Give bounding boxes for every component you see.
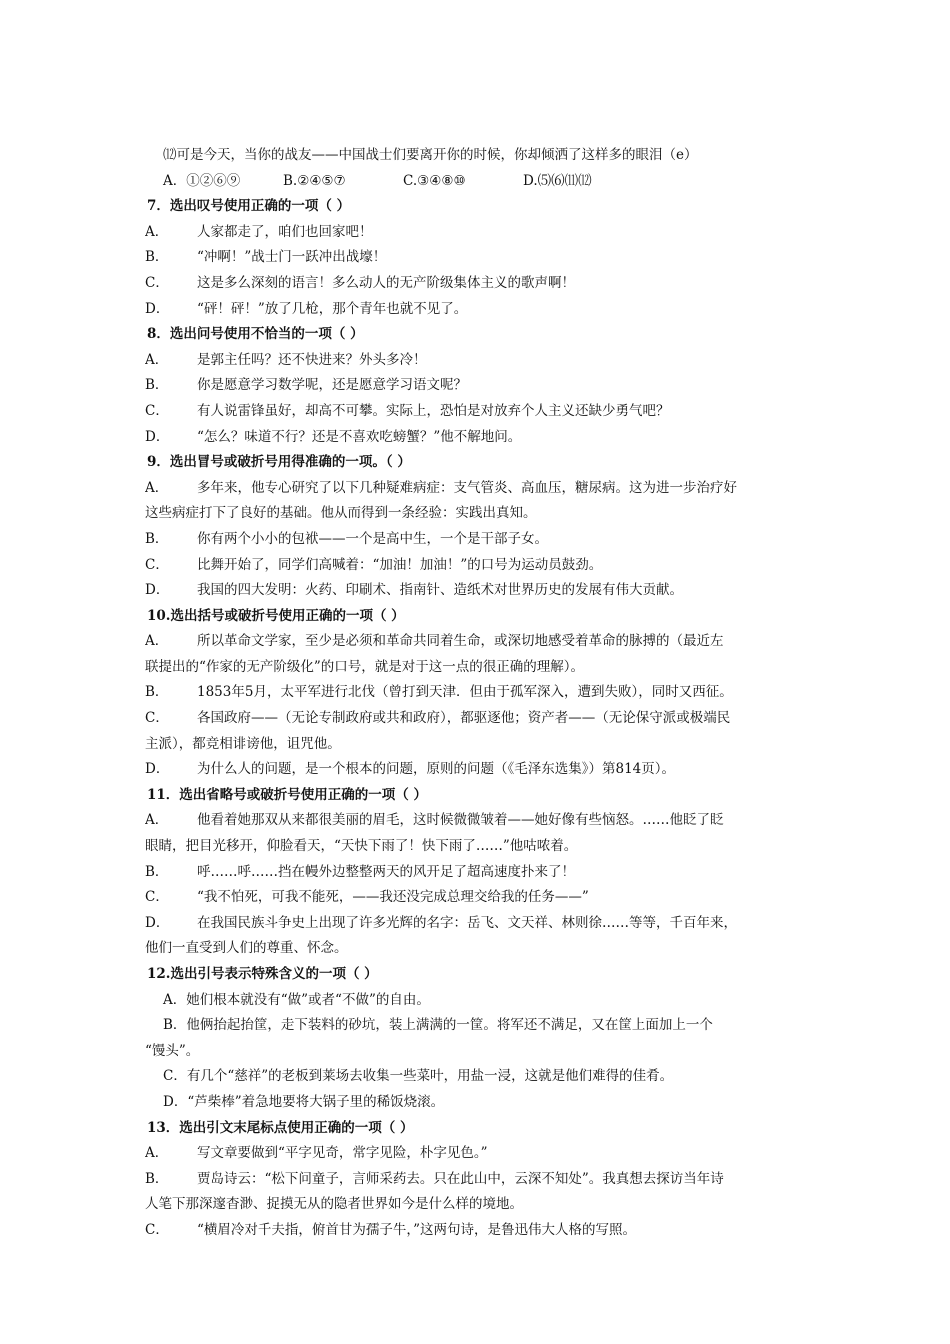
option-letter: C．: [145, 710, 169, 727]
question-heading: 11．选出省略号或破折号使用正确的一项（ ）: [147, 786, 427, 803]
option-text: 有人说雷锋虽好，却高不可攀。实际上，恐怕是对放弃个人主义还缺少勇气吧？: [197, 402, 670, 419]
answer-option: B．他俩抬起抬筐，走下装料的砂坑，装上满满的一筐。将军还不满足，又在筐上面加上一个: [163, 1017, 713, 1034]
continuation-line: 这些病症打下了良好的基础。他从而得到一条经验：实践出真知。: [145, 505, 537, 522]
answer-option: [145, 680, 835, 706]
text-line: ⑿可是今天，当你的战友——中国战士们要离开你的时候，你却倾洒了这样多的眼泪（e）: [163, 147, 698, 163]
option-text: 所以革命文学家，至少是必须和革命共同着生命，或深切地感受着革命的脉搏的（最近左: [197, 633, 724, 650]
option-letter: C．: [145, 556, 169, 573]
answer-choice: A．①②⑥⑨: [163, 172, 241, 189]
option-letter: D．: [145, 914, 170, 931]
continuation-line: 眼睛，把目光移开，仰脸看天，“天快下雨了！快下雨了……”他咕哝着。: [145, 838, 578, 855]
answer-option: [145, 911, 835, 937]
answer-option: [145, 271, 835, 297]
answer-option: D．“芦柴棒”着急地要将大锅子里的稀饭烧滚。: [163, 1093, 445, 1110]
option-letter: D．: [145, 582, 170, 599]
option-text: 你有两个小小的包袱——一个是高中生，一个是干部子女。: [197, 530, 548, 547]
option-letter: A．: [145, 812, 169, 829]
option-letter: B．: [145, 249, 169, 266]
option-letter: A．: [145, 479, 169, 496]
answer-choice: C.③④⑧⑩: [403, 172, 466, 189]
answer-option: [145, 757, 835, 783]
option-letter: D．: [145, 428, 170, 445]
option-text: “冲啊！”战士门一跃冲出战壕！: [197, 249, 387, 266]
option-letter: A．: [145, 351, 169, 368]
answer-option: [145, 220, 835, 246]
option-text: 我国的四大发明：火药、印刷术、指南针、造纸术对世界历史的发展有伟大贡献。: [197, 582, 683, 599]
answer-option: [145, 553, 835, 579]
answer-option: [145, 578, 835, 604]
option-letter: A．: [145, 633, 169, 650]
answer-option: C．有几个“慈祥”的老板到莱场去收集一些菜叶，用盐一浸，这就是他们难得的佳肴。: [163, 1068, 674, 1085]
option-letter: C．: [145, 889, 169, 906]
option-text: 他看着她那双从来都很美丽的眉毛，这时候微微皱着——她好像有些恼怒。……他眨了眨: [197, 812, 724, 829]
question-heading: 9．选出冒号或破折号用得准确的一项。（ ）: [147, 454, 411, 471]
option-text: 你是愿意学习数学呢，还是愿意学习语文呢？: [197, 377, 467, 394]
option-text: 是郭主任吗？还不快进来？外头多冷！: [197, 351, 427, 368]
answer-option: [145, 1167, 835, 1193]
answer-option: [145, 808, 835, 834]
option-text: 比舞开始了，同学们高喊着：“加油！加油！”的口号为运动员鼓劲。: [197, 556, 603, 573]
option-text: “我不怕死，可我不能死，——我还没完成总理交给我的任务——”: [197, 889, 589, 906]
answer-option: [145, 860, 835, 886]
option-text: “砰！砰！”放了几枪，那个青年也就不见了。: [197, 300, 468, 317]
answer-option: [145, 399, 835, 425]
option-letter: B．: [145, 684, 169, 701]
option-text: 多年来，他专心研究了以下几种疑难病症：支气管炎、高血压，糖尿病。这为进一步治疗好: [197, 479, 737, 496]
answer-option: [145, 297, 835, 323]
answer-choice: D.⑸⑹⑾⑿: [523, 172, 592, 189]
option-text: 贾岛诗云：“松下问童子，言师采药去。只在此山中，云深不知处”。我真想去探访当年诗: [197, 1170, 724, 1187]
question-heading: 12.选出引号表示特殊含义的一项（ ）: [147, 966, 378, 982]
option-letter: D．: [145, 761, 170, 778]
question-heading: 13．选出引文末尾标点使用正确的一项（ ）: [147, 1119, 414, 1136]
option-letter: A．: [145, 223, 169, 240]
answer-option: [145, 476, 835, 502]
answer-option: [145, 348, 835, 374]
answer-option: [145, 885, 835, 911]
option-text: 各国政府——（无论专制政府或共和政府），都驱逐他；资产者——（无论保守派或极端民: [197, 710, 731, 727]
option-text: 为什么人的问题，是一个根本的问题，原则的问题（《毛泽东选集》）第814页）。: [197, 761, 676, 778]
option-text: 这是多么深刻的语言！多么动人的无产阶级集体主义的歌声啊！: [197, 274, 575, 291]
continuation-line: 主派），都竞相诽谤他，诅咒他。: [145, 735, 341, 752]
answer-option: [145, 425, 835, 451]
question-heading: 10.选出括号或破折号使用正确的一项（ ）: [147, 607, 405, 624]
option-text: 呼……呼……挡在幔外边整整两天的风开足了超高速度扑来了！: [197, 863, 575, 880]
option-text: 1853年5月，太平军进行北伐（曾打到天津．但由于孤军深入，遭到失败），同时又西征。: [197, 684, 733, 701]
option-letter: B．: [145, 863, 169, 880]
option-text: “横眉冷对千夫指，俯首甘为孺子牛，”这两句诗，是鲁迅伟大人格的写照。: [197, 1221, 637, 1238]
continuation-line: 人笔下那深邃杳渺、捉摸无从的隐者世界如今是什么样的境地。: [145, 1196, 523, 1213]
option-letter: D．: [145, 300, 170, 317]
answer-option: A．她们根本就没有“做”或者“不做”的自由。: [163, 991, 430, 1008]
answer-option: [145, 373, 835, 399]
option-text: 人家都走了，咱们也回家吧！: [197, 223, 373, 240]
option-letter: C．: [145, 274, 169, 291]
option-text: 在我国民族斗争史上出现了许多光辉的名字：岳飞、文天祥、林则徐……等等，千百年来，: [197, 914, 737, 931]
continuation-line: 他们一直受到人们的尊重、怀念。: [145, 940, 348, 957]
question-heading: 7．选出叹号使用正确的一项（ ）: [147, 198, 351, 215]
option-text: “怎么？味道不行？还是不喜欢吃螃蟹？”他不解地问。: [197, 428, 522, 445]
answer-option: [145, 629, 835, 655]
answer-option: [145, 706, 835, 732]
answer-choice: B.②④⑤⑦: [283, 172, 346, 189]
option-letter: B．: [145, 377, 169, 394]
option-text: 写文章要做到“平字见奇，常字见险，朴字见色。”: [197, 1145, 488, 1162]
option-letter: C．: [145, 1221, 169, 1238]
answer-option: [145, 1218, 835, 1244]
continuation-line: 联提出的“作家的无产阶级化”的口号，就是对于这一点的很正确的理解）。: [145, 658, 585, 675]
answer-option: [145, 527, 835, 553]
option-letter: B．: [145, 530, 169, 547]
continuation-line: “馒头”。: [145, 1042, 200, 1059]
document-page: [145, 143, 835, 1244]
answer-option: [145, 245, 835, 271]
option-letter: A．: [145, 1145, 169, 1162]
option-letter: C．: [145, 402, 169, 419]
answer-option: [145, 1141, 835, 1167]
answer-choices-row: [145, 169, 835, 195]
option-letter: B．: [145, 1170, 169, 1187]
question-heading: 8．选出问号使用不恰当的一项（ ）: [147, 326, 364, 343]
